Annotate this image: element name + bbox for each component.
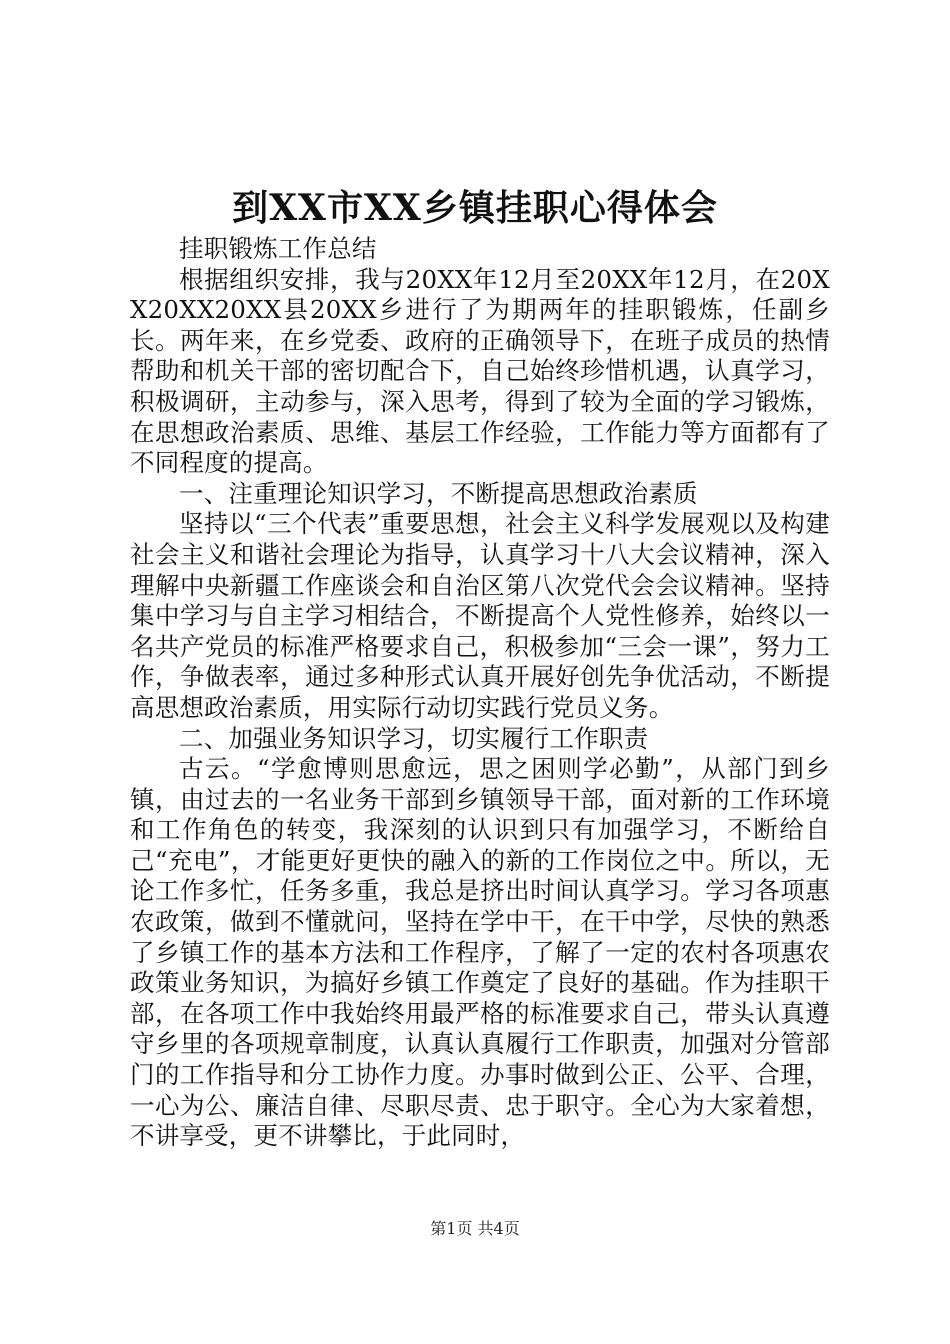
- document-title: 到XX市XX乡镇挂职心得体会: [232, 187, 718, 229]
- section-heading-theory: 一、注重理论知识学习，不断提高思想政治素质: [179, 478, 698, 508]
- page-footer: 第1页 共4页: [430, 1219, 520, 1238]
- paragraph-theory: 坚持以“三个代表”重要思想，社会主义科学发展观以及构建社会主义和谐社会理论为指导，认真学习十八大会议精神，深入理解中央新疆工作座谈会和自治区第八次党代会会议精神。坚持集中学习与自主学习相结合，不断提高个人党性修养，始终以一名共产党员的标准严格要求自己，积极参加“三会一课”，努力工作，争做表率，通过多种形式认真开展好创先争优活动，不断提高思想政治素质，用实际行动切实践行党员义务。: [130, 509, 830, 722]
- document-body: [130, 234, 830, 1152]
- section-heading-summary: 挂职锻炼工作总结: [179, 234, 377, 263]
- section-heading-business: 二、加强业务知识学习，切实履行工作职责: [179, 723, 649, 753]
- paragraph-intro: 根据组织安排，我与20XX年12月至20XX年12月，在20XX20XX20XX县20XX乡进行了为期两年的挂职锻炼，任副乡长。两年来，在乡党委、政府的正确领导下，在班子成员的热情帮助和机关干部的密切配合下，自己始终珍惜机遇，认真学习，积极调研，主动参与，深入思考，得到了较为全面的学习锻炼，在思想政治素质、思维、基层工作经验，工作能力等方面都有了不同程度的提高。: [130, 264, 830, 478]
- paragraph-business: 古云。“学愈博则思愈远，思之困则学必勤”，从部门到乡镇，由过去的一名业务干部到乡镇领导干部，面对新的工作环境和工作角色的转变，我深刻的认识到只有加强学习，不断给自己“充电”，才能更好更快的融入的新的工作岗位之中。所以，无论工作多忙，任务多重，我总是挤出时间认真学习。学习各项惠农政策，做到不懂就问，坚持在学中干，在干中学，尽快的熟悉了乡镇工作的基本方法和工作程序，了解了一定的农村各项惠农政策业务知识，为搞好乡镇工作奠定了良好的基础。作为挂职干部，在各项工作中我始终用最严格的标准要求自己，带头认真遵守乡里的各项规章制度，认真认真履行工作职责，加强对分管部门的工作指导和分工协作力度。办事时做到公正、公平、合理，一心为公、廉洁自律、尽职尽责、忠于职守。全心为大家着想，不讲享受，更不讲攀比，于此同时，: [130, 754, 830, 1151]
